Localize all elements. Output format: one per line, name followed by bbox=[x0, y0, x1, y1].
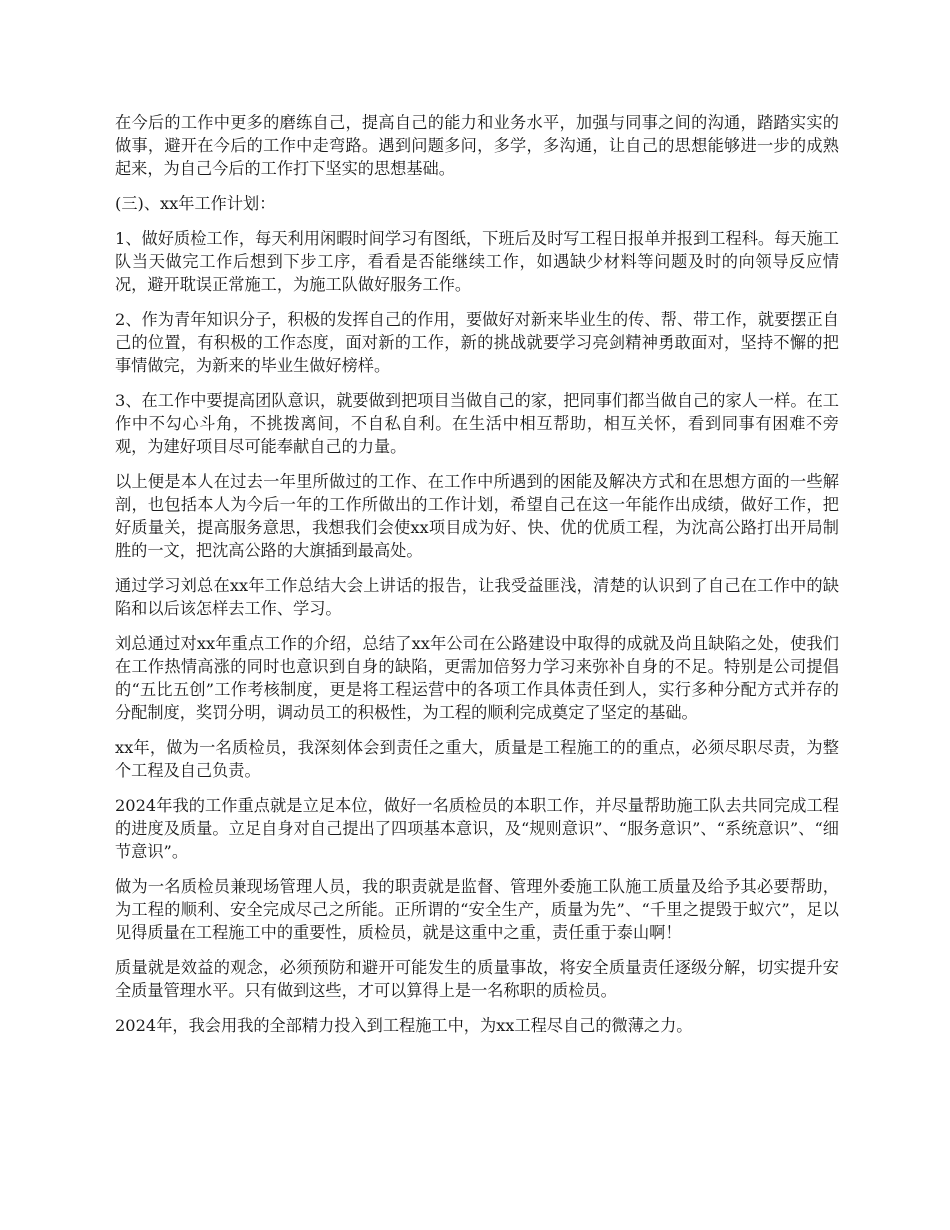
plan-item-2: 2、作为青年知识分子，积极的发挥自己的作用，要做好对新来毕业生的传、帮、带工作，就要摆正自己的位置，有积极的工作态度，面对新的工作，新的挑战就要学习亮剑精神勇敢面对，坚持不懈的把事情做完，为新来的毕业生做好榜样。 bbox=[115, 310, 839, 375]
section-heading-work-plan: (三)、xx年工作计划： bbox=[115, 194, 276, 213]
paragraph-responsibility: xx年，做为一名质检员，我深刻体会到责任之重大，质量是工程施工的的重点，必须尽职尽责，为整个工程及自己负责。 bbox=[115, 738, 839, 780]
paragraph-1: 在今后的工作中更多的磨练自己，提高自己的能力和业务水平，加强与同事之间的沟通，踏踏实实的做事，避开在今后的工作中走弯路。遇到问题多问，多学，多沟通，让自己的思想能够进一步的成熟起来，为自己今后的工作打下坚实的思想基础。 bbox=[115, 113, 839, 178]
paragraph-duties: 做为一名质检员兼现场管理人员，我的职责就是监督、管理外委施工队施工质量及给予其必要帮助，为工程的顺利、安全完成尽己之所能。正所谓的“安全生产，质量为先”、“千里之提毁于蚁穴”，足以见得质量在工程施工中的重要性，质检员，就是这重中之重，责任重于泰山啊！ bbox=[115, 877, 839, 942]
paragraph-study-report: 通过学习刘总在xx年工作总结大会上讲话的报告，让我受益匪浅，清楚的认识到了自己在工作中的缺陷和以后该怎样去工作、学习。 bbox=[115, 576, 839, 618]
paragraph-quality: 质量就是效益的观念，必须预防和避开可能发生的质量事故，将安全质量责任逐级分解，切实提升安全质量管理水平。只有做到这些，才可以算得上是一名称职的质检员。 bbox=[115, 958, 839, 1000]
paragraph-key-work: 刘总通过对xx年重点工作的介绍，总结了xx年公司在公路建设中取得的成就及尚且缺陷之处，使我们在工作热情高涨的同时也意识到自身的缺陷，更需加倍努力学习来弥补自身的不足。特别是公司提倡的“五比五创”工作考核制度，更是将工程运营中的各项工作具体责任到人，实行多种分配方式并存的分配制度，奖罚分明，调动员工的积极性，为工程的顺利完成奠定了坚定的基础。 bbox=[115, 634, 839, 722]
paragraph-2024-focus: 2024年我的工作重点就是立足本位，做好一名质检员的本职工作，并尽量帮助施工队去共同完成工程的进度及质量。立足自身对自己提出了四项基本意识，及“规则意识”、“服务意识”、“系统意识”、“细节意识”。 bbox=[115, 796, 839, 861]
plan-item-3: 3、在工作中要提高团队意识，就要做到把项目当做自己的家，把同事们都当做自己的家人一样。在工作中不勾心斗角，不挑拨离间，不自私自利。在生活中相互帮助，相互关怀，看到同事有困难不旁观，为建好项目尽可能奉献自己的力量。 bbox=[115, 391, 839, 456]
document-page bbox=[115, 111, 839, 1049]
summary-paragraph: 以上便是本人在过去一年里所做过的工作、在工作中所遇到的困能及解决方式和在思想方面的一些解剖，也包括本人为今后一年的工作所做出的工作计划，希望自己在这一年能作出成绩，做好工作，把好质量关，提高服务意思，我想我们会使xx项目成为好、快、优的优质工程，为沈高公路打出开局制胜的一文，把沈高公路的大旗插到最高处。 bbox=[115, 472, 839, 560]
paragraph-closing: 2024年，我会用我的全部精力投入到工程施工中，为xx工程尽自己的微薄之力。 bbox=[115, 1016, 693, 1035]
plan-item-1: 1、做好质检工作，每天利用闲暇时间学习有图纸，下班后及时写工程日报单并报到工程科。每天施工队当天做完工作后想到下步工序，看看是否能继续工作，如遇缺少材料等问题及时的向领导反应情况，避开耽误正常施工，为施工队做好服务工作。 bbox=[115, 229, 839, 294]
